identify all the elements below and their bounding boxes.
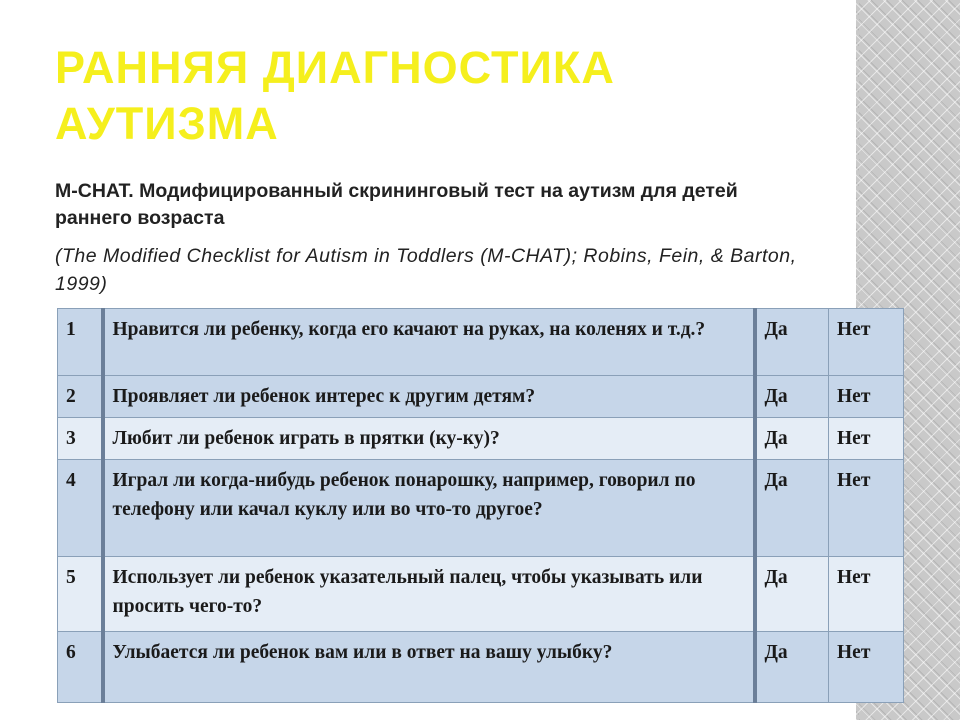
question-text: Улыбается ли ребенок вам или в ответ на вашу улыбку? <box>103 632 755 703</box>
table-row <box>58 376 904 418</box>
row-number: 6 <box>58 632 103 703</box>
answer-yes: Да <box>755 632 829 703</box>
answer-yes: Да <box>755 309 829 376</box>
question-text: Любит ли ребенок играть в прятки (ку-ку)? <box>103 418 755 460</box>
table-row <box>58 418 904 460</box>
answer-no: Нет <box>829 460 904 557</box>
question-text: Нравится ли ребенку, когда его качают на руках, на коленях и т.д.? <box>103 309 755 376</box>
answer-no: Нет <box>829 309 904 376</box>
table-row <box>58 309 904 376</box>
answer-no: Нет <box>829 557 904 632</box>
row-number: 4 <box>58 460 103 557</box>
question-text: Использует ли ребенок указательный палец, чтобы указывать или просить чего-то? <box>103 557 755 632</box>
answer-no: Нет <box>829 376 904 418</box>
slide-title: РАННЯЯ ДИАГНОСТИКА АУТИЗМА <box>55 42 615 149</box>
question-text: Проявляет ли ребенок интерес к другим детям? <box>103 376 755 418</box>
answer-yes: Да <box>755 376 829 418</box>
table-row <box>58 632 904 703</box>
answer-yes: Да <box>755 460 829 557</box>
row-number: 5 <box>58 557 103 632</box>
answer-yes: Да <box>755 418 829 460</box>
mchat-table <box>57 308 904 703</box>
table-row <box>58 557 904 632</box>
citation: (The Modified Checklist for Autism in Toddlers (M-CHAT); Robins, Fein, & Barton, 1999) <box>55 245 797 295</box>
answer-no: Нет <box>829 418 904 460</box>
answer-yes: Да <box>755 557 829 632</box>
row-number: 3 <box>58 418 103 460</box>
table-row <box>58 460 904 557</box>
slide-subtitle: M-CHAT. Модифицированный скрининговый тест на аутизм для детей раннего возраста <box>55 180 738 229</box>
row-number: 2 <box>58 376 103 418</box>
question-text: Играл ли когда-нибудь ребенок понарошку, например, говорил по телефону или качал куклу или во что-то другое? <box>103 460 755 557</box>
answer-no: Нет <box>829 632 904 703</box>
row-number: 1 <box>58 309 103 376</box>
